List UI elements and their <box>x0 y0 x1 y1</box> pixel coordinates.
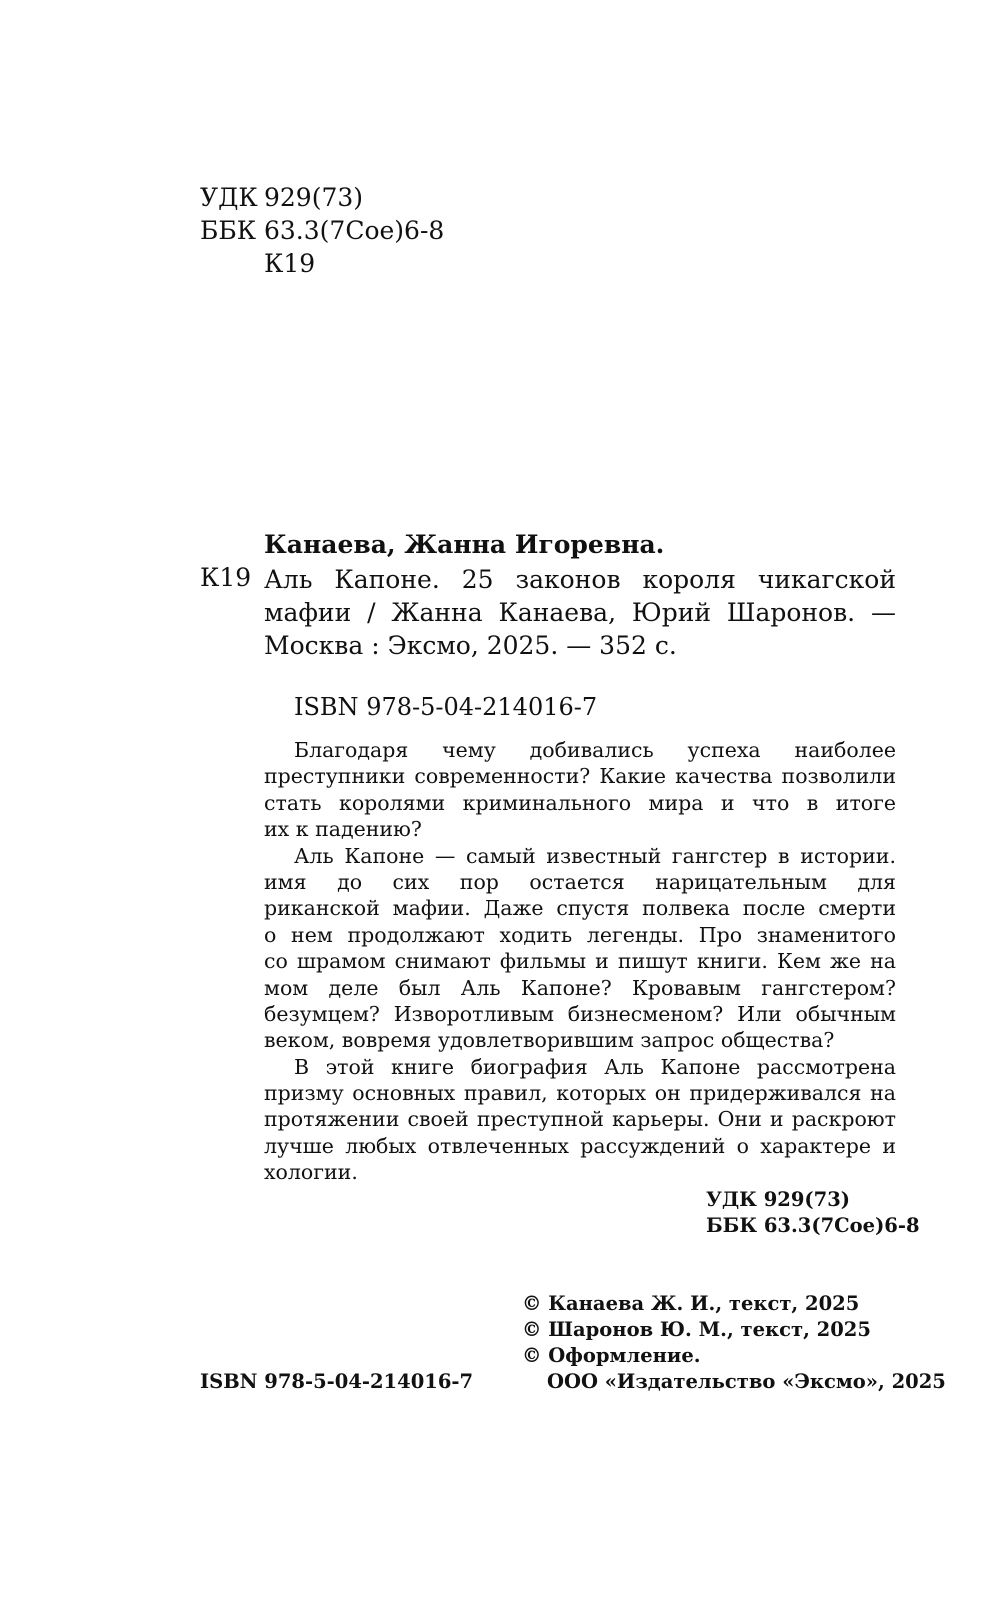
annotation-line: безумцем? Изворотливым бизнесменом? Или обычным <box>264 1001 896 1026</box>
footer-isbn: ISBN 978-5-04-214016-7 <box>200 1370 474 1393</box>
record-line: Аль Капоне. 25 законов короля чикагской <box>264 565 896 594</box>
bbk-value: 63.3(7Сое)6-8 <box>264 216 445 245</box>
annotation-line: со шрамом снимают фильмы и пишут книги. Кем же на <box>264 949 896 974</box>
annotation-line: о нем продолжают ходить легенды. Про знаменитого <box>264 922 896 947</box>
footer-udk: УДК 929(73) <box>706 1188 850 1211</box>
annotation-line: Благодаря чему добивались успеха наиболее <box>294 738 896 762</box>
udk-label: УДК <box>200 183 258 212</box>
footer-bbk: ББК 63.3(7Сое)6-8 <box>706 1214 920 1237</box>
udk-line <box>0 181 1000 215</box>
annotation-line: мом деле был Аль Капоне? Кровавым гангстером? <box>264 975 896 1000</box>
record-line: Москва : Эксмо, 2025. — 352 с. <box>264 631 677 660</box>
annotation-line: риканской мафии. Даже спустя полвека после смерти <box>264 896 896 921</box>
annotation-line: преступники современности? Какие качества позволили <box>264 764 896 789</box>
record-isbn: ISBN 978-5-04-214016-7 <box>294 693 598 721</box>
annotation-line: стать королями криминального мира и что в итоге <box>264 790 896 815</box>
copyright-line: © Шаронов Ю. М., текст, 2025 <box>522 1318 871 1341</box>
author-mark: К19 <box>264 249 316 278</box>
copyright-publisher: ООО «Издательство «Эксмо», 2025 <box>547 1370 946 1393</box>
annotation-line: веком, вовремя удовлетворившим запрос общества? <box>264 1028 835 1053</box>
bbk-label: ББК <box>200 216 257 245</box>
record-author: Канаева, Жанна Игоревна. <box>264 530 665 559</box>
annotation-line: имя до сих пор остается нарицательным для <box>264 869 896 894</box>
annotation-line: В этой книге биография Аль Капоне рассмотрена <box>294 1054 896 1079</box>
annotation-line: призму основных правил, которых он придерживался на <box>264 1081 896 1106</box>
copyright-line: © Канаева Ж. И., текст, 2025 <box>522 1292 860 1315</box>
record-description <box>264 563 896 662</box>
bbk-line <box>0 214 1000 248</box>
copyright-line: © Оформление. <box>522 1344 701 1367</box>
annotation-line: протяжении своей преступной карьеры. Они и раскроют <box>264 1107 896 1132</box>
annotation-line: лучше любых отвлеченных рассуждений о характере и <box>264 1133 896 1158</box>
udk-value: 929(73) <box>264 183 364 212</box>
record-margin-code: К19 <box>200 563 252 592</box>
annotation-line: Аль Капоне — самый известный гангстер в истории. <box>294 843 896 868</box>
annotation <box>264 737 896 1186</box>
annotation-line: хологии. <box>264 1160 358 1185</box>
annotation-line: их к падению? <box>264 817 422 842</box>
record-line: мафии / Жанна Канаева, Юрий Шаронов. — <box>264 598 896 627</box>
